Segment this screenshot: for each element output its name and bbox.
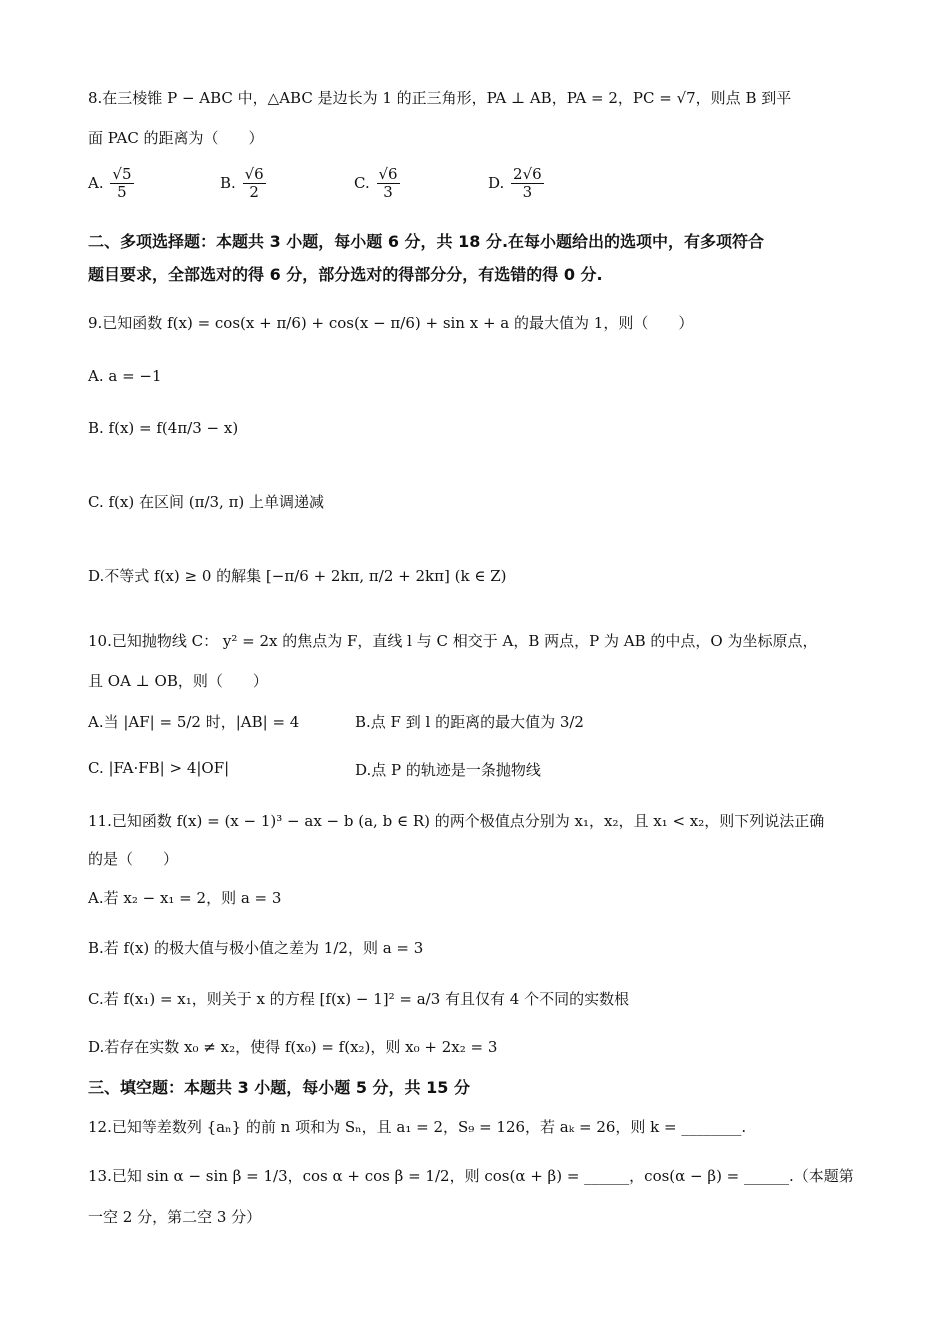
q9-option-c[interactable]: C. f(x) 在区间 (π/3, π) 上单调递减	[88, 493, 325, 511]
q8-option-b-label: B.	[220, 173, 236, 192]
q10-option-c[interactable]: C. |FA·FB| > 4|OF|	[88, 759, 230, 777]
q11-option-c[interactable]: C.若 f(x₁) = x₁，则关于 x 的方程 [f(x) − 1]² = a/3 有且仅有 4 个不同的实数根	[88, 990, 630, 1008]
q9-option-a[interactable]: A. a = −1	[88, 367, 162, 385]
q8-stem-line1: 8.在三棱锥 P − ABC 中，△ABC 是边长为 1 的正三角形，PA ⊥ AB，PA = 2，PC = √7，则点 B 到平	[88, 89, 792, 107]
q8-option-a-num: √5	[112, 165, 132, 183]
q11-option-d[interactable]: D.若存在实数 x₀ ≠ x₂，使得 f(x₀) = f(x₂)，则 x₀ + 2x₂ = 3	[88, 1038, 498, 1056]
q8-option-c-den: 3	[383, 183, 393, 202]
q8-option-b-den: 2	[249, 183, 259, 202]
q9-option-b[interactable]: B. f(x) = f(4π/3 − x)	[88, 419, 239, 437]
q8-option-c-fraction	[377, 166, 400, 202]
q8-option-b[interactable]	[220, 166, 268, 202]
q11-option-a[interactable]: A.若 x₂ − x₁ = 2，则 a = 3	[88, 889, 282, 907]
q8-option-d-label: D.	[488, 173, 505, 192]
q8-option-c-num: √6	[378, 165, 398, 183]
q8-option-b-num: √6	[244, 165, 264, 183]
q11-stem-line1: 11.已知函数 f(x) = (x − 1)³ − ax − b (a, b ∈ R) 的两个极值点分别为 x₁，x₂，且 x₁ < x₂，则下列说法正确	[88, 812, 825, 830]
q13-stem-line1: 13.已知 sin α − sin β = 1/3，cos α + cos β = 1/2，则 cos(α + β) = ______，cos(α − β) = ______.（本题第	[88, 1167, 854, 1185]
q10-option-a[interactable]: A.当 |AF| = 5/2 时，|AB| = 4	[88, 713, 300, 731]
q8-stem-line2: 面 PAC 的距离为（ ）	[88, 129, 264, 147]
q9-option-d[interactable]: D.不等式 f(x) ≥ 0 的解集 [−π/6 + 2kπ, π/2 + 2kπ] (k ∈ Z)	[88, 567, 507, 585]
q8-option-a-fraction	[110, 166, 133, 202]
q8-option-d-fraction	[511, 166, 544, 202]
q8-option-d-den: 3	[522, 183, 533, 202]
q10-option-b[interactable]: B.点 F 到 l 的距离的最大值为 3/2	[355, 713, 584, 731]
q10-option-d[interactable]: D.点 P 的轨迹是一条抛物线	[355, 761, 541, 779]
q8-option-d[interactable]	[488, 166, 546, 202]
q10-stem-line1: 10.已知抛物线 C： y² = 2x 的焦点为 F，直线 l 与 C 相交于 A，B 两点，P 为 AB 的中点，O 为坐标原点，	[88, 632, 818, 650]
section3-heading: 三、填空题：本题共 3 小题，每小题 5 分，共 15 分	[88, 1078, 470, 1097]
q8-option-a-den: 5	[117, 183, 127, 202]
q8-option-b-fraction	[243, 166, 266, 202]
q12-stem: 12.已知等差数列 {aₙ} 的前 n 项和为 Sₙ，且 a₁ = 2，S₉ = 126，若 aₖ = 26，则 k = ________.	[88, 1118, 747, 1136]
q9-stem: 9.已知函数 f(x) = cos(x + π/6) + cos(x − π/6) + sin x + a 的最大值为 1，则（ ）	[88, 314, 694, 332]
q8-option-c[interactable]	[354, 166, 402, 202]
q8-option-a-label: A.	[88, 173, 104, 192]
section2-heading-line2: 题目要求，全部选对的得 6 分，部分选对的得部分分，有选错的得 0 分.	[88, 265, 603, 284]
q11-stem-line2: 的是（ ）	[88, 850, 179, 868]
q8-option-a[interactable]	[88, 166, 136, 202]
q11-option-b[interactable]: B.若 f(x) 的极大值与极小值之差为 1/2，则 a = 3	[88, 939, 424, 957]
q13-stem-line2: 一空 2 分，第二空 3 分）	[88, 1208, 262, 1226]
q10-stem-line2: 且 OA ⊥ OB，则（ ）	[88, 672, 268, 690]
q8-option-c-label: C.	[354, 173, 370, 192]
section2-heading-line1: 二、多项选择题：本题共 3 小题，每小题 6 分，共 18 分.在每小题给出的选项中，有多项符合	[88, 232, 765, 251]
q8-option-d-num: 2√6	[513, 165, 542, 183]
